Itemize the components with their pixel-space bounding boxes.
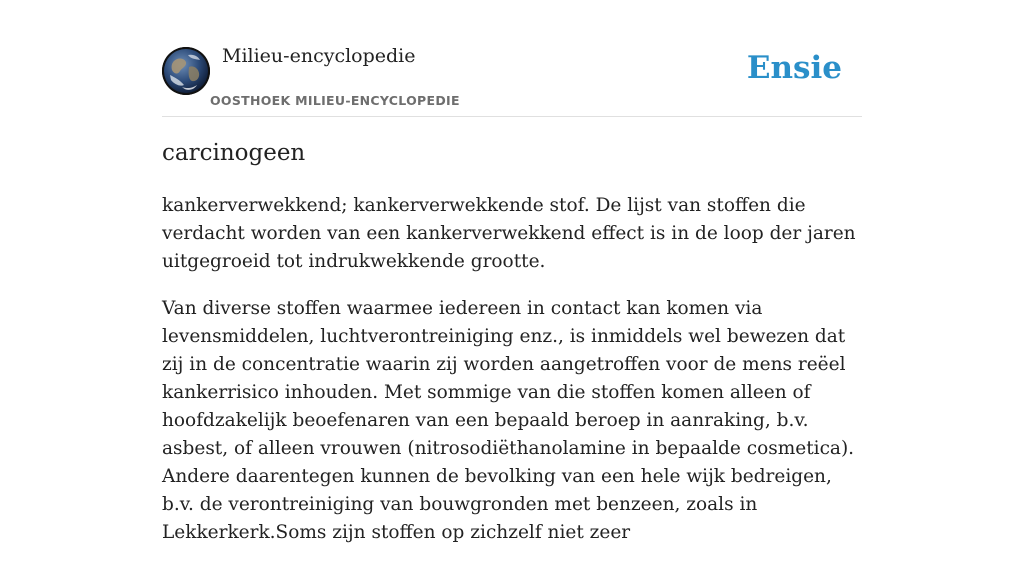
article-title: carcinogeen [162,140,306,166]
site-subtitle[interactable]: OOSTHOEK MILIEU-ENCYCLOPEDIE [210,93,460,108]
earth-globe-icon[interactable] [162,47,210,95]
article-paragraph: kankerverwekkend; kankerverwekkende stof. De lijst van stoffen die verdacht worden van een kankerverwekkend effect is in de loop der jaren uitgegroeid tot indrukwekkende grootte. [162,195,856,272]
site-header [162,0,862,117]
article-paragraph: Van diverse stoffen waarmee iedereen in contact kan komen via levensmiddelen, luchtverontreiniging enz., is inmiddels wel bewezen dat zij in de concentratie waarin zij worden aangetroffen voor de mens reëel kankerrisico inhouden. Met sommige van die stoffen komen alleen of hoofdzakelijk beoefenaren van een bepaald beroep in aanraking, b.v. asbest, of alleen vrouwen (nitrosodiëthanolamine in bepaalde cosmetica). Andere daarentegen kunnen de bevolking van een hele wijk bedreigen, b.v. de verontreiniging van bouwgronden met benzeen, zoals in Lekkerkerk.Soms zijn stoffen op zichzelf niet zeer [162,298,855,543]
brand-logo[interactable]: Ensie [746,50,842,86]
site-title[interactable]: Milieu-encyclopedie [222,45,416,67]
article-body [162,192,862,566]
